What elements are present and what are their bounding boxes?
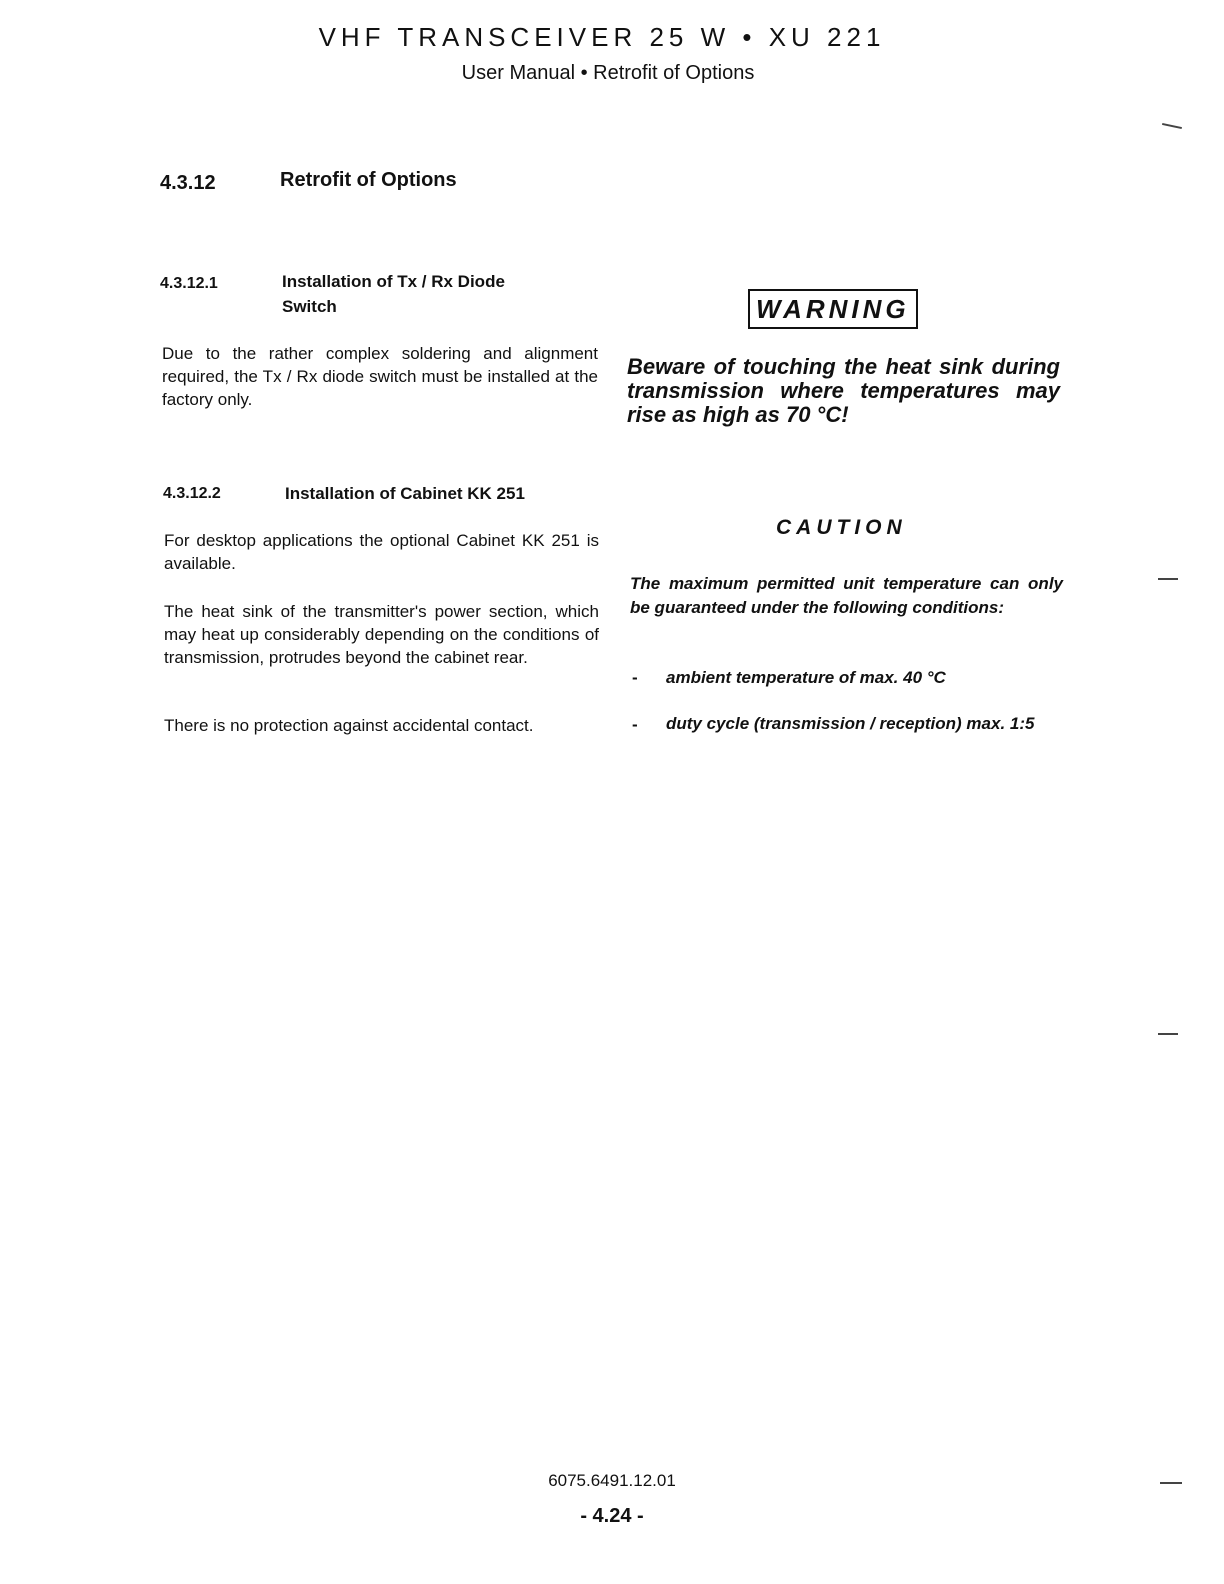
margin-mark — [1162, 123, 1182, 129]
subsection-title: Installation of Cabinet KK 251 — [285, 484, 525, 503]
subsection-title — [282, 269, 582, 319]
subsection-number: 4.3.12.2 — [163, 485, 221, 502]
caution-item: ambient temperature of max. 40 °C — [666, 668, 946, 687]
page-number: - 4.24 - — [580, 1505, 644, 1527]
body-paragraph: For desktop applications the optional Cabinet KK 251 is available. — [164, 531, 599, 573]
document-subtitle: User Manual • Retrofit of Options — [461, 62, 755, 84]
bullet-marker: - — [632, 668, 638, 687]
section-number: 4.3.12 — [160, 172, 216, 194]
caution-item: duty cycle (transmission / reception) max. 1:5 — [666, 714, 1035, 733]
section-title: Retrofit of Options — [280, 169, 457, 191]
subsection-title-line: Installation of Tx / Rx Diode — [282, 272, 505, 291]
body-paragraph: There is no protection against accidental contact. — [164, 716, 534, 735]
margin-mark — [1160, 1482, 1182, 1484]
subsection-number: 4.3.12.1 — [160, 275, 218, 292]
document-code: 6075.6491.12.01 — [548, 1471, 676, 1490]
subsection-title-line: Switch — [282, 297, 337, 316]
warning-heading: WARNING — [748, 289, 918, 329]
document-title: VHF TRANSCEIVER 25 W • XU 221 — [318, 22, 886, 52]
margin-mark — [1158, 578, 1178, 580]
body-paragraph: Due to the rather complex soldering and alignment required, the Tx / Rx diode switch must be installed at the factory only. — [162, 344, 598, 409]
margin-mark — [1158, 1033, 1178, 1035]
caution-heading: CAUTION — [776, 516, 907, 539]
body-paragraph: The heat sink of the transmitter's power section, which may heat up considerably depending on the conditions of transmission, protrudes beyond the cabinet rear. — [164, 602, 599, 667]
bullet-marker: - — [632, 715, 638, 734]
caution-intro: The maximum permitted unit temperature can only be guaranteed under the following conditions: — [630, 574, 1063, 617]
warning-text: Beware of touching the heat sink during transmission where temperatures may rise as high as 70 °C! — [627, 354, 1060, 427]
